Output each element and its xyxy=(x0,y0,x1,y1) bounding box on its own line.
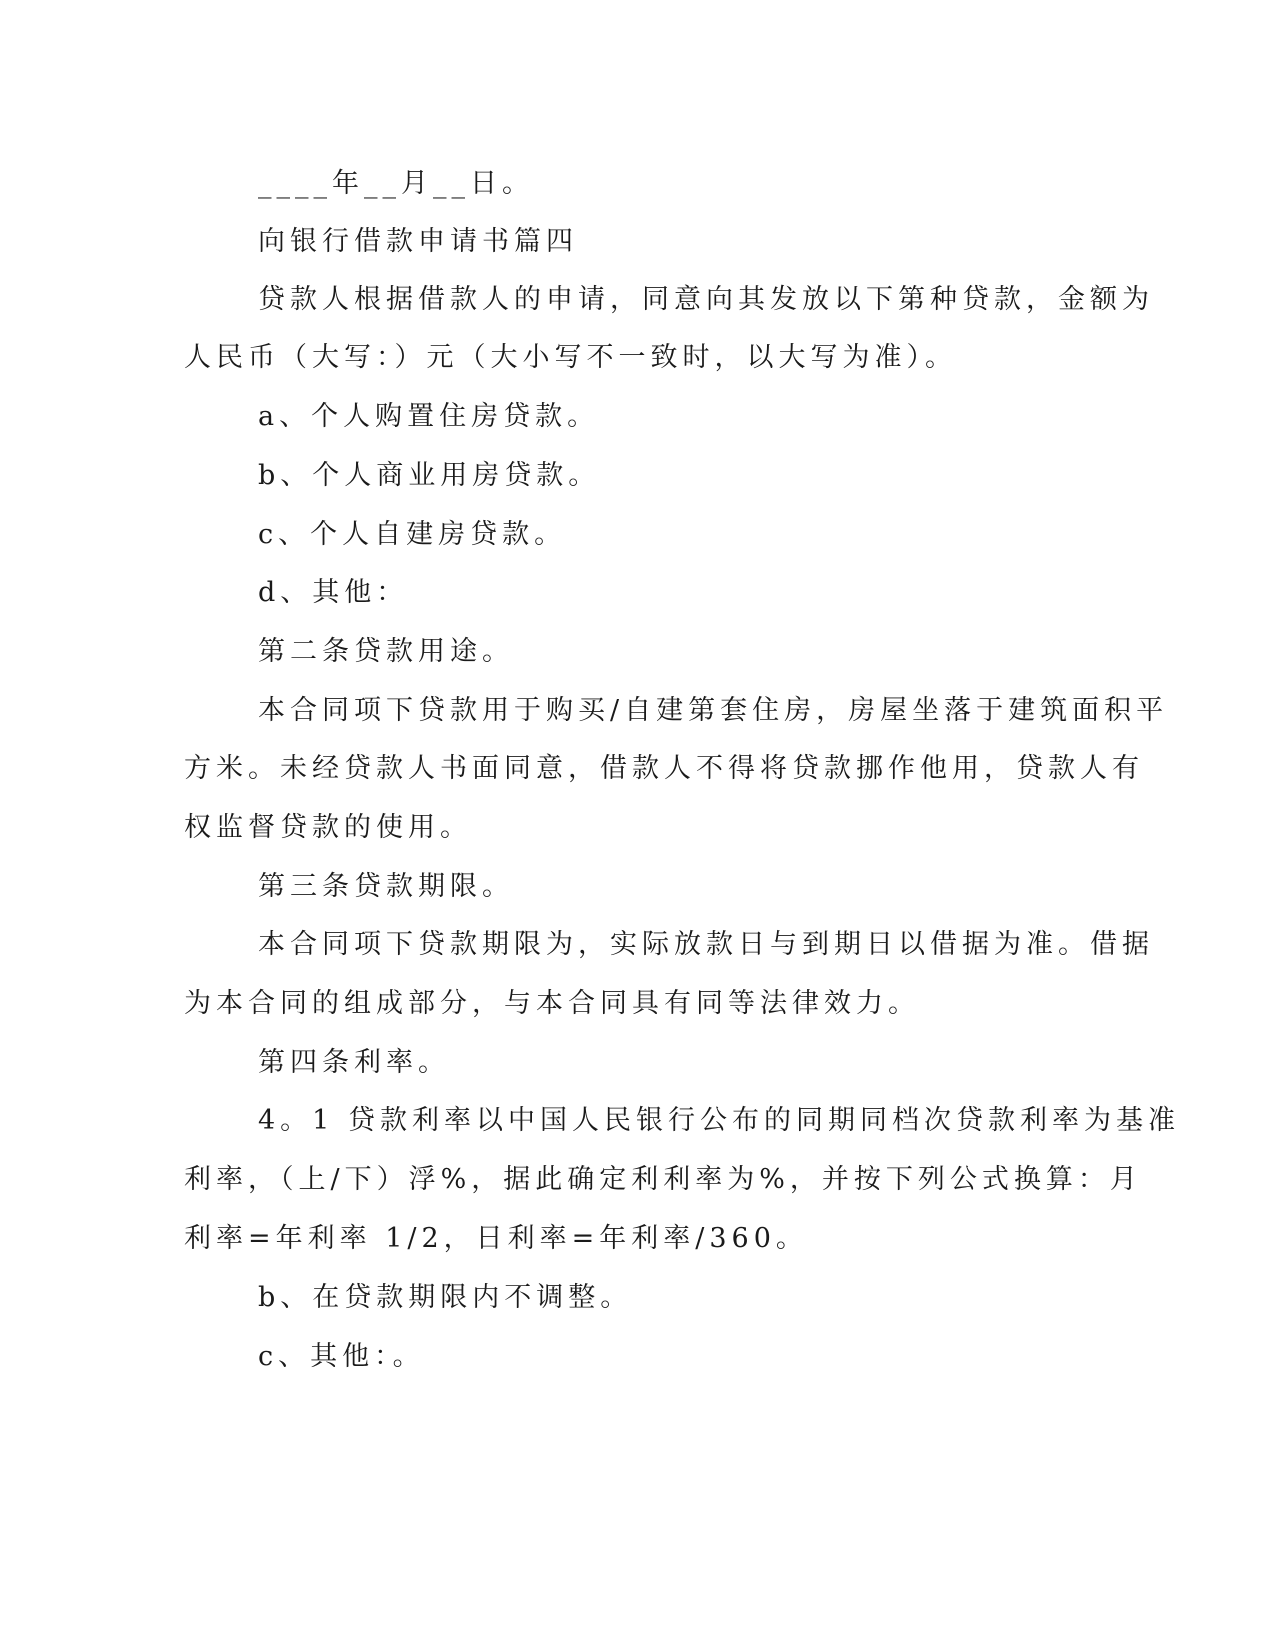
list-item: c、个人自建房贷款。 xyxy=(258,519,567,550)
article-heading: 第二条贷款用途。 xyxy=(258,636,514,667)
paragraph-line: 4。1 贷款利率以中国人民银行公布的同期同档次贷款利率为基准 xyxy=(258,1105,1180,1136)
paragraph-line: 方米。未经贷款人书面同意，借款人不得将贷款挪作他用，贷款人有 xyxy=(184,753,1144,784)
paragraph-line: 利率，（上/下）浮%，据此确定利利率为%，并按下列公式换算：月 xyxy=(184,1164,1142,1195)
section-title: 向银行借款申请书篇四 xyxy=(258,226,578,257)
paragraph-line: 本合同项下贷款期限为，实际放款日与到期日以借据为准。借据 xyxy=(258,929,1154,960)
list-item: b、在贷款期限内不调整。 xyxy=(258,1282,633,1313)
article-heading: 第四条利率。 xyxy=(258,1047,450,1078)
paragraph-line: 贷款人根据借款人的申请，同意向其发放以下第种贷款，金额为 xyxy=(258,284,1154,315)
paragraph-line: 权监督贷款的使用。 xyxy=(184,812,472,843)
paragraph-line: 本合同项下贷款用于购买/自建第套住房，房屋坐落于建筑面积平 xyxy=(258,695,1169,726)
paragraph-line: 人民币（大写：）元（大小写不一致时，以大写为准）。 xyxy=(184,342,957,373)
list-item: b、个人商业用房贷款。 xyxy=(258,460,601,491)
list-item: c、其他：。 xyxy=(258,1341,425,1372)
date-line: ____年__月__日。 xyxy=(258,168,534,199)
paragraph-line: 利率=年利率 1/2，日利率=年利率/360。 xyxy=(184,1223,808,1254)
paragraph-line: 为本合同的组成部分，与本合同具有同等法律效力。 xyxy=(184,988,920,1019)
article-heading: 第三条贷款期限。 xyxy=(258,871,514,902)
list-item: a、个人购置住房贷款。 xyxy=(258,401,600,432)
list-item: d、其他： xyxy=(258,577,409,608)
